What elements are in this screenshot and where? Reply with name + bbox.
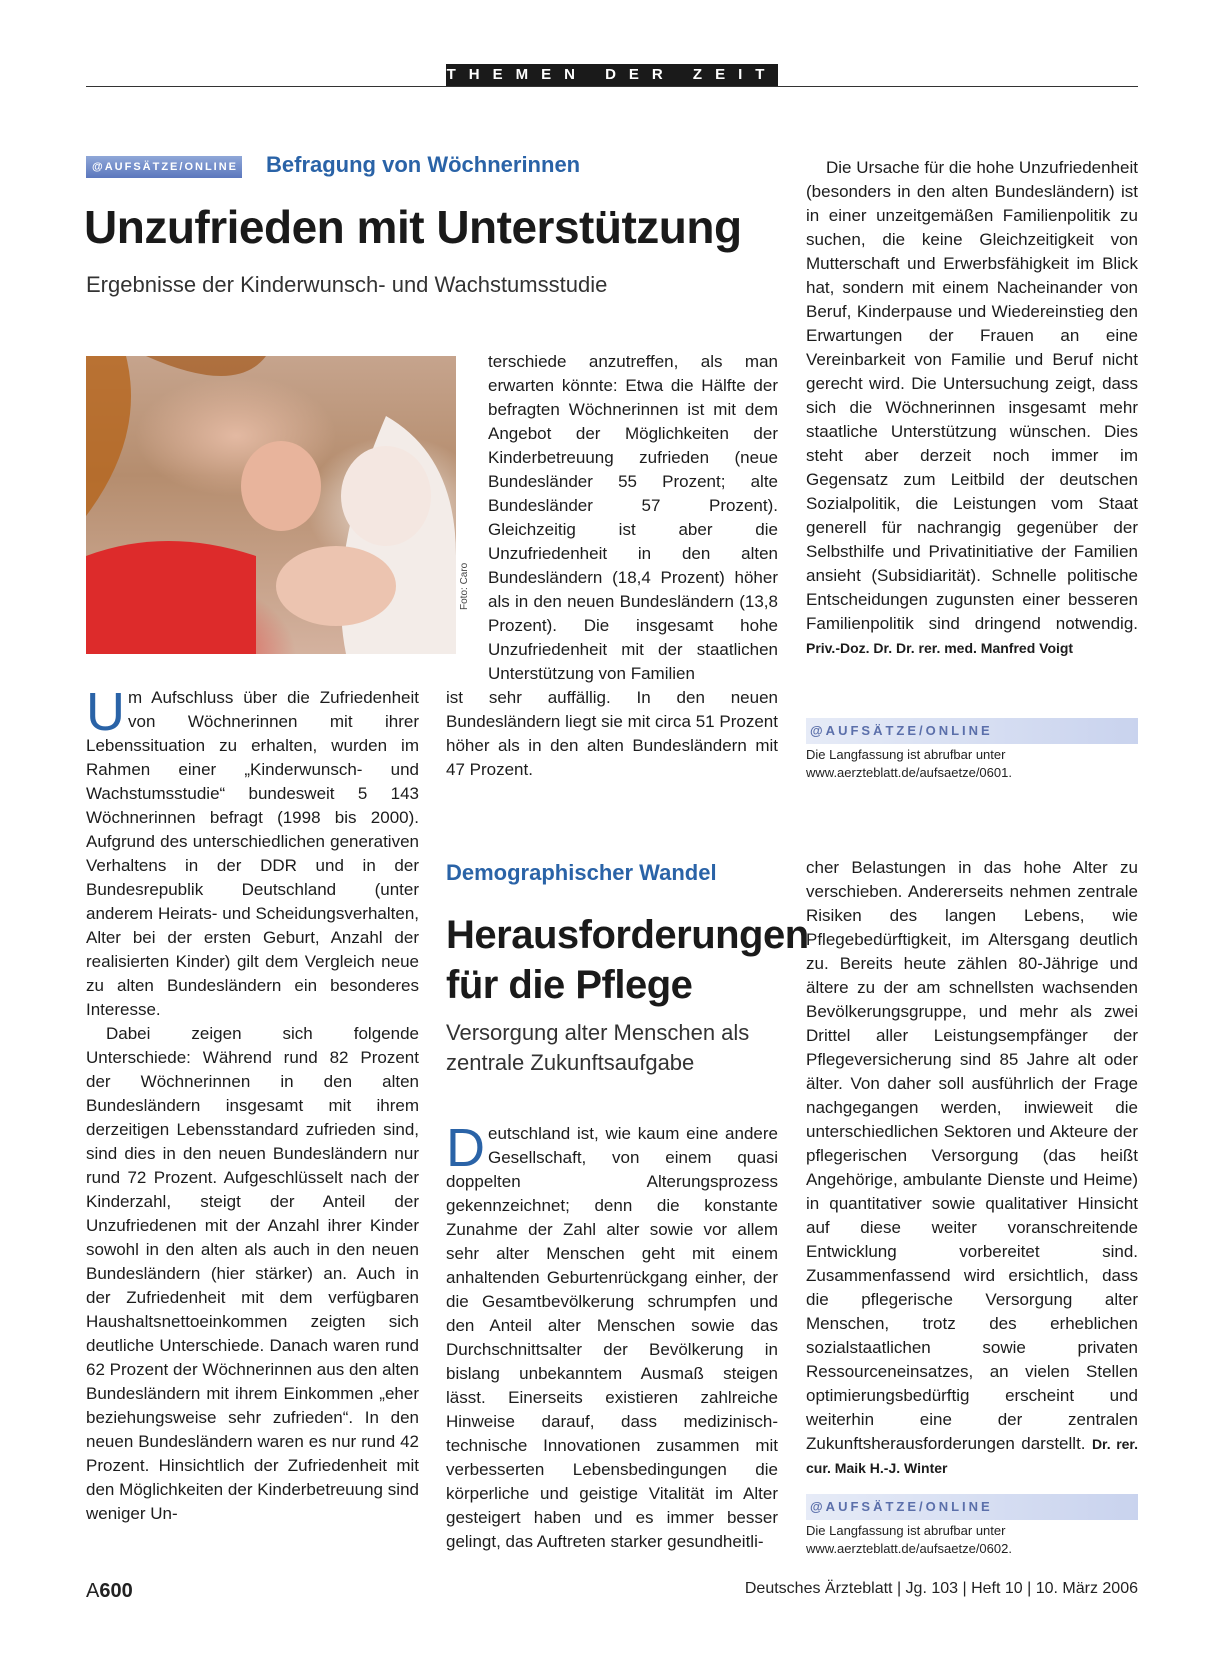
journal-info: Deutsches Ärzteblatt | Jg. 103 | Heft 10 | 10. März 2006 (744, 1580, 1138, 1597)
article1-column1 (86, 682, 419, 1526)
page-number (86, 1580, 133, 1603)
photo-credit: Foto: Caro (459, 562, 470, 610)
article2-column2 (446, 1118, 778, 1554)
section-header: THEMEN DER ZEIT (446, 64, 778, 86)
photo-illustration (86, 356, 456, 654)
article1-col3-text: Die Ursache für die hohe Unzufriedenheit (besonders in den alten Bundesländern) ist in einer unzeitgemäßen Familienpolitik zu suchen, die keine Gleichzeitigkeit von Mutterschaft und Erwerbsfähigkeit im Blick hat, sondern mit einem Nacheinander von Beruf, Kinderpause und Wiedereinstieg den Erwartungen der Frauen an eine Vereinbarkeit von Familie und Beruf nicht gerecht wird. Die Untersuchung zeigt, dass sich die Wöchnerinnen insgesamt mehr staatliche Unterstützung wünschen. Dies steht aber derzeit noch immer im Gegensatz zum Leitbild der deutschen Sozialpolitik, die Leistungen vom Staat generell für nachrangig gegenüber der Selbsthilfe und Privatinitiative der Familien ansieht (Subsidiarität). Schnelle politische Entscheidungen zugunsten einer besseren Familienpolitik sind dringend notwendig. (806, 158, 1138, 633)
page-number-value: 600 (99, 1580, 133, 1602)
journal-name: Deutsches Ärzteblatt (744, 1580, 893, 1597)
article2-subtitle-line1: Versorgung alter Menschen als (446, 1020, 750, 1045)
journal-volume: Jg. 103 (905, 1580, 959, 1597)
mother-baby-photo (86, 356, 456, 654)
article2-subtitle (446, 1018, 749, 1078)
journal-issue: Heft 10 (971, 1580, 1023, 1597)
article2-title (446, 910, 809, 1010)
aufsaetze-online-link-1[interactable]: @AUFSÄTZE/ONLINE (806, 718, 1138, 744)
article2-kicker: Demographischer Wandel (446, 860, 717, 885)
article1-paragraph2: Dabei zeigen sich folgende Unterschiede: Während rund 82 Prozent der Wöchnerinnen in den alten Bundesländern insgesamt mit ihrem derzeitigen Lebensstandard zufrieden sind, sind dies in den neuen Bundesländern nur rund 72 Prozent. Aufgeschlüsselt nach der Kinderzahl, steigt der Anteil der Unzufriedenen mit der Anzahl ihrer Kinder sowohl in den alten als auch in den neuen Bundesländern (hier stärker) an. Auch in der Zufriedenheit mit dem verfügbaren Haushaltsnettoeinkommen zeigten sich deutliche Unterschiede. Danach waren rund 62 Prozent der Wöchnerinnen aus den alten Bundesländern mit ihrem Einkommen „eher beziehungsweise sehr zufrieden“. In den neuen Bundesländern waren es nur rund 42 Prozent. Hinsichtlich der Zufriedenheit mit den Möglichkeiten der Kinderbetreuung sind weniger Un- (86, 1024, 419, 1523)
article1-kicker: Befragung von Wöchnerinnen (266, 152, 581, 177)
aufsaetze-online-link-2[interactable]: @AUFSÄTZE/ONLINE (806, 1494, 1138, 1520)
page-prefix: A (86, 1580, 100, 1602)
dropcap-u: U (86, 682, 125, 742)
dropcap-d: D (446, 1118, 485, 1178)
article1-title: Unzufrieden mit Unterstützung (84, 201, 742, 253)
article1-author: Priv.-Doz. Dr. Dr. rer. med. Manfred Voigt (806, 640, 1074, 656)
article1-paragraph1 (86, 682, 419, 1022)
article2-col2-text: eutschland ist, wie kaum eine andere Gesellschaft, von einem quasi doppelten Alterungsprozess gekennzeichnet; denn die konstante Zunahme der Zahl alter sowie vor allem sehr alter Menschen geht mit einem anhaltenden Geburtenrückgang einher, der die Gesamtbevölkerung schrumpfen und den Anteil alter Menschen sowie das Durchschnittsalter der Bevölkerung in bislang unbekanntem Ausmaß steigen lässt. Einerseits existieren zahlreiche Hinweise darauf, dass medizinisch-technische Innovationen zusammen mit verbesserten Lebensbedingungen die körperliche und geistige Vitalität im Alter gesteigert haben und es immer besser gelingt, das Auftreten starker gesundheitli- (446, 1124, 778, 1551)
article2-subtitle-line2: zentrale Zukunftsaufgabe (446, 1050, 695, 1075)
article1-subtitle: Ergebnisse der Kinderwunsch- und Wachstumsstudie (86, 272, 608, 297)
article2-author: Dr. rer. cur. Maik H.-J. Winter (806, 1436, 1138, 1476)
journal-date: 10. März 2006 (1035, 1580, 1138, 1597)
article1-online-note[interactable]: Die Langfassung ist abrufbar unter www.aerzteblatt.de/aufsaetze/0601. (806, 747, 1012, 780)
article1-column2-narrow: terschiede anzutreffen, als man erwarten könnte: Etwa die Hälfte der befragten Wöchnerinnen ist mit dem Angebot der Möglichkeiten der Kinderbetreuung zufrieden (neue Bundesländer 55 Prozent; alte Bundesländer 57 Prozent). Gleichzeitig ist aber die Unzufriedenheit in den alten Bundesländern (18,4 Prozent) höher als in den neuen Bundesländern (13,8 Prozent). Die insgesamt hohe Unzufriedenheit mit der staatlichen Unterstützung von Familien (488, 352, 778, 683)
article2-col3-text: cher Belastungen in das hohe Alter zu verschieben. Andererseits nehmen zentrale Risiken des langen Lebens, wie Pflegebedürftigkeit, im Altersgang deutlich zu. Bereits heute zählen 80-Jährige und ältere zu der am schnellsten wachsenden Bevölkerungsgruppe, und mehr als zwei Drittel aller Leistungsempfänger der Pflegeversicherung sind 85 Jahre alt oder älter. Von daher soll ausführlich der Frage nachgegangen werden, inwieweit die unterschiedlichen Sektoren und Akteure der pflegerischen Versorgung (das heißt Angehörige, ambulante Dienste und Heime) in quantitativer sowie qualitativer Hinsicht auf diese weiter voranschreitende Entwicklung vorbereitet sind. Zusammenfassend wird ersichtlich, dass die pflegerische Versorgung alter Menschen, trotz des erheblichen sozialstaatlichen sowie privaten Ressourceneinsatzes, an vielen Stellen optimierungsbedürftig erscheint und weiterhin eine der zentralen Zukunftsherausforderungen darstellt. (806, 858, 1138, 1453)
header-rule (86, 86, 1138, 87)
article2-online-note[interactable]: Die Langfassung ist abrufbar unter www.aerzteblatt.de/aufsaetze/0602. (806, 1523, 1012, 1556)
article2-title-line1: Herausforderungen (446, 913, 809, 957)
article2-column3 (806, 856, 1138, 1480)
aufsaetze-online-badge[interactable]: @AUFSÄTZE/ONLINE (86, 156, 242, 178)
article2-title-line2: für die Pflege (446, 963, 693, 1007)
article1-column2-wide: ist sehr auffällig. In den neuen Bundesländern liegt sie mit circa 51 Prozent höher als in den alten Bundesländern mit 47 Prozent. (446, 688, 778, 779)
article1-column3 (806, 156, 1138, 660)
article1-p1-text: m Aufschluss über die Zufriedenheit von Wöchnerinnen mit ihrer Lebenssituation zu erhalten, wurden im Rahmen einer „Kinderwunsch- und Wachstumsstudie“ bundesweit 5 143 Wöchnerinnen befragt (1998 bis 2000). Aufgrund des unterschiedlichen generativen Verhaltens in der DDR und in der Bundesrepublik Deutschland (unter anderem Heirats- und Scheidungsverhalten, Alter bei der ersten Geburt, Anzahl der realisierten Kinder) gilt dem Vergleich neue zu alten Bundesländern ein besonderes Interesse. (86, 688, 419, 1019)
